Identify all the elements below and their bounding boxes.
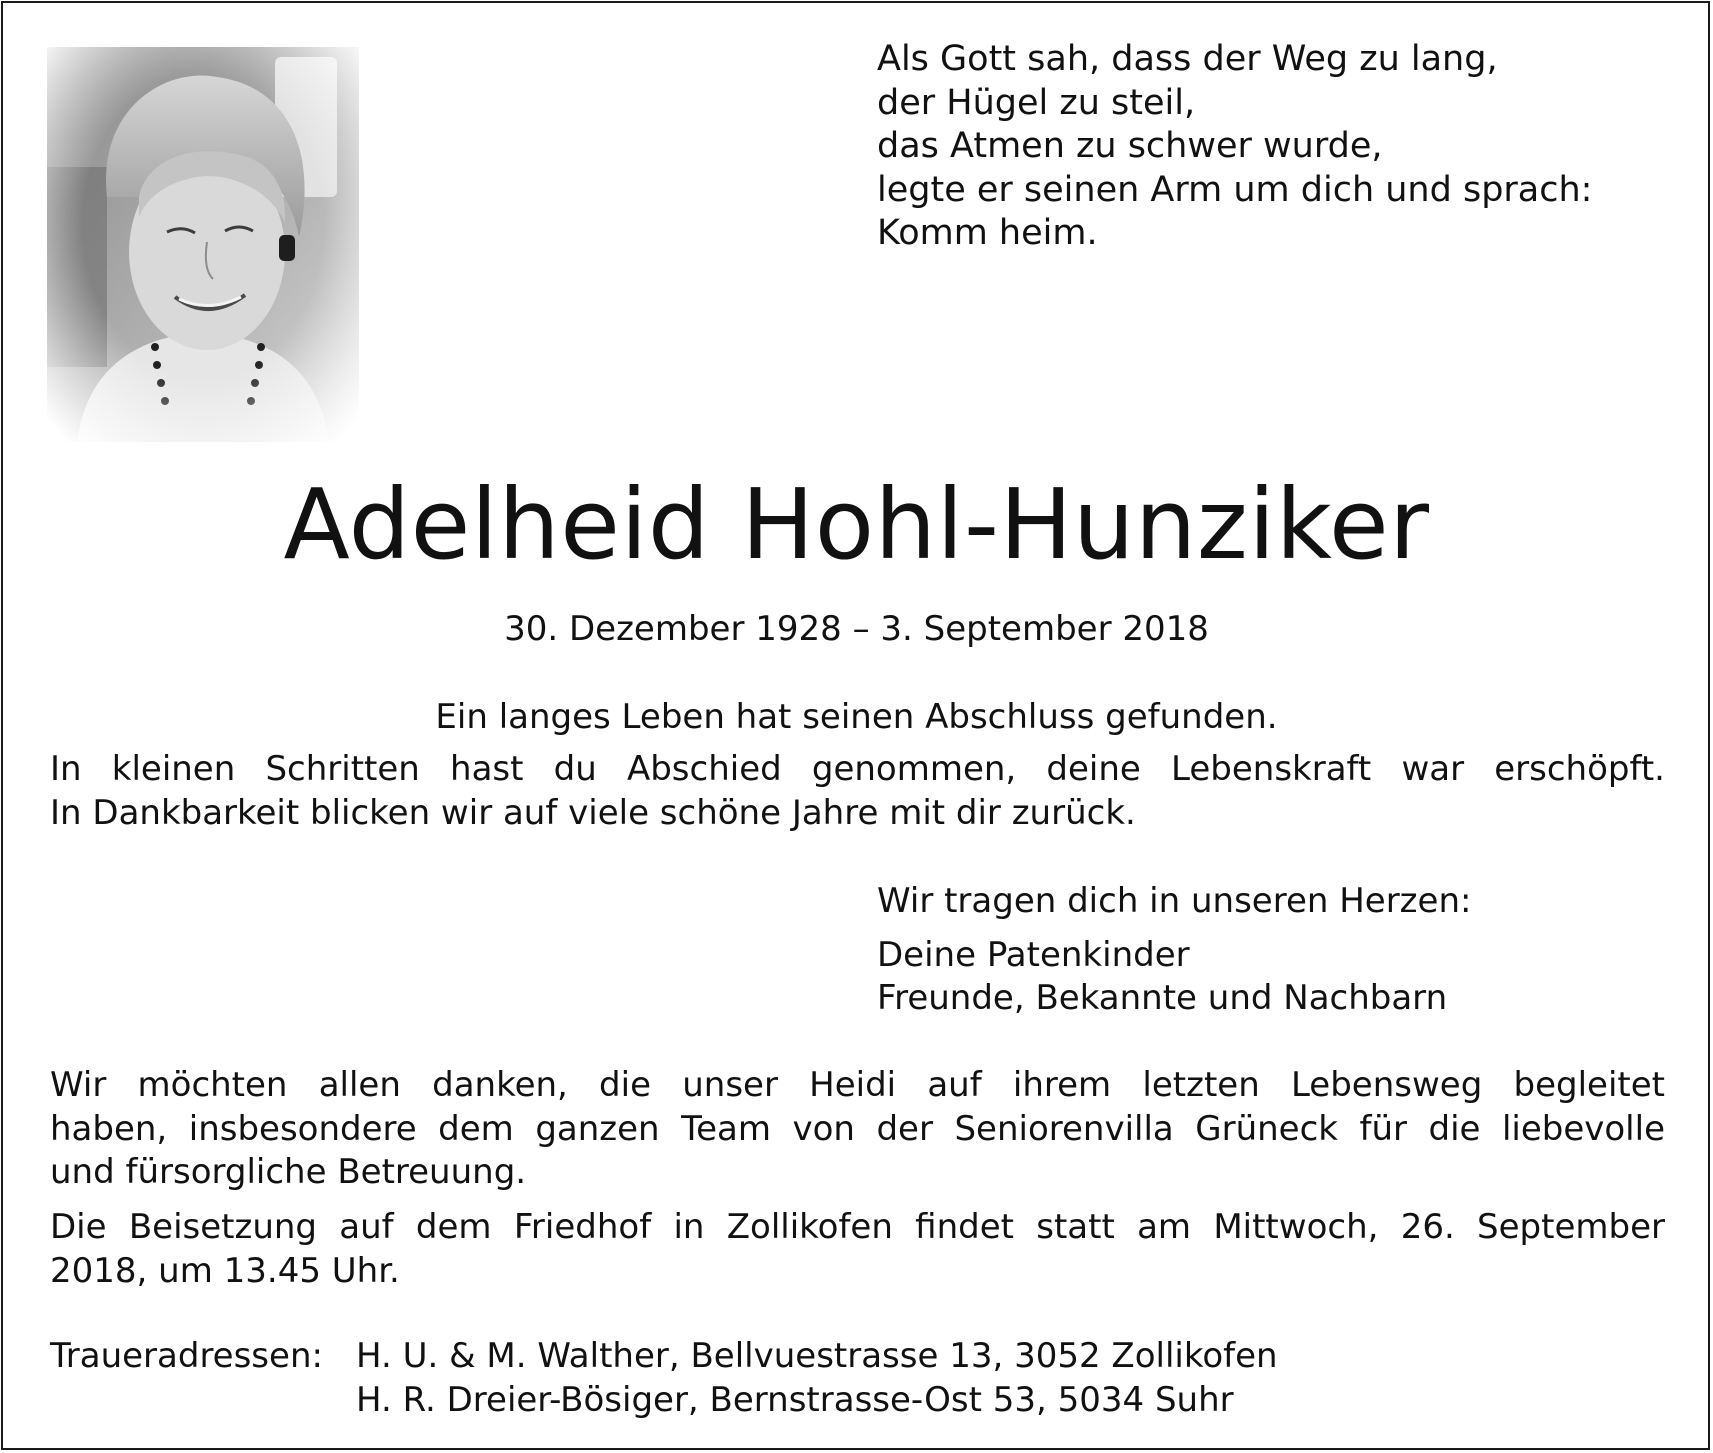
life-text — [50, 748, 1665, 835]
signoff-heading: Wir tragen dich in unseren Herzen: — [877, 881, 1472, 921]
signoff — [877, 880, 1471, 1021]
life-text-line: In kleinen Schritten hast du Abschied genommen, deine Lebenskraft war erschöpft. — [50, 749, 1665, 789]
mourner-line: Freunde, Bekannte und Nachbarn — [877, 978, 1448, 1018]
thanks-line: und fürsorgliche Betreuung. — [50, 1152, 527, 1192]
burial-line: 2018, um 13.45 Uhr. — [50, 1250, 400, 1291]
deceased-name: Adelheid Hohl-Hunziker — [283, 468, 1430, 581]
mourner-line: Deine Patenkinder — [877, 934, 1190, 975]
life-dates: 30. Dezember 1928 – 3. September 2018 — [504, 609, 1209, 649]
thanks-line: haben, insbesondere dem ganzen Team von der Seniorenvilla Grüneck für die liebevolle — [50, 1108, 1665, 1149]
poem-line: Komm heim. — [877, 213, 1098, 253]
thanks-line: Wir möchten allen danken, die unser Heidi auf ihrem letzten Lebensweg begleitet — [50, 1065, 1665, 1105]
address-entry: H. R. Dreier-Bösiger, Bernstrasse-Ost 53, 5034 Suhr — [356, 1379, 1234, 1420]
address-entry: H. U. & M. Walther, Bellvuestrasse 13, 3052 Zollikofen — [356, 1336, 1278, 1376]
life-text-line: In Dankbarkeit blicken wir auf viele schöne Jahre mit dir zurück. — [50, 792, 1136, 833]
poem-line: legte er seinen Arm um dich und sprach: — [877, 169, 1593, 210]
intro-line: Ein langes Leben hat seinen Abschluss gefunden. — [435, 697, 1278, 737]
poem-line: Als Gott sah, dass der Weg zu lang, — [877, 39, 1498, 79]
burial-text — [50, 1206, 1665, 1293]
portrait-photo-icon — [47, 47, 359, 442]
addresses-label: Traueradressen: — [50, 1336, 323, 1376]
thanks-text — [50, 1064, 1665, 1195]
poem-line: der Hügel zu steil, — [877, 82, 1196, 123]
portrait-photo — [47, 47, 359, 442]
burial-line: Die Beisetzung auf dem Friedhof in Zollikofen findet statt am Mittwoch, 26. September — [50, 1207, 1665, 1247]
poem — [877, 38, 1677, 256]
poem-line: das Atmen zu schwer wurde, — [877, 126, 1383, 166]
